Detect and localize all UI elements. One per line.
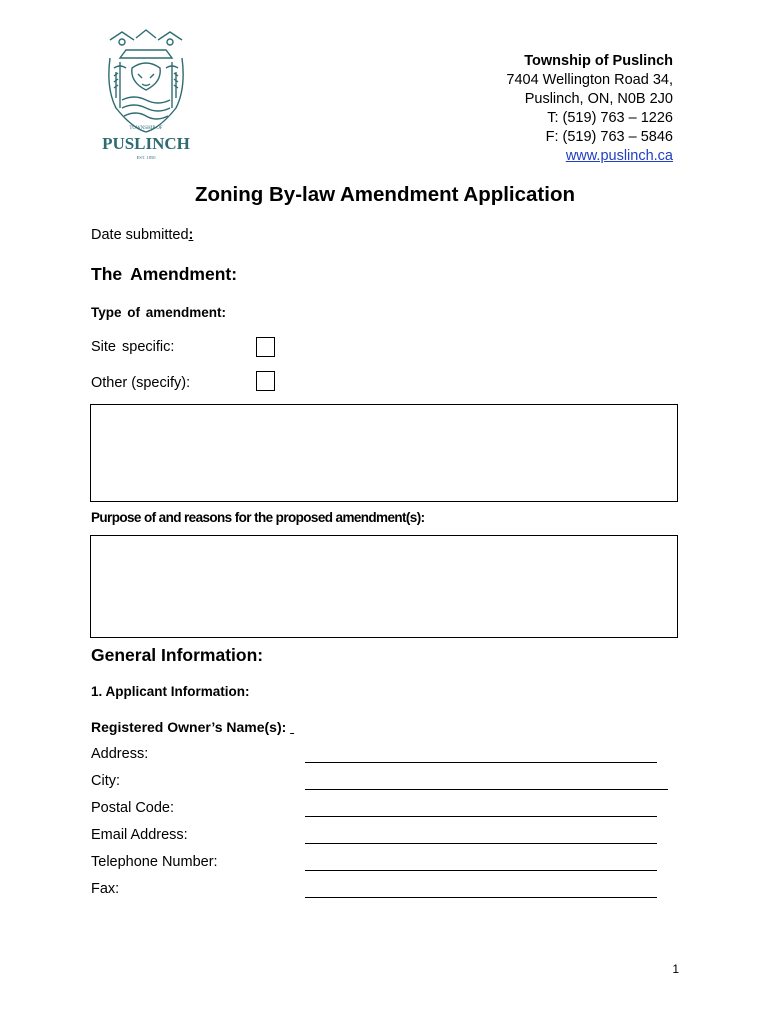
- amendment-heading: [91, 264, 237, 285]
- purpose-label: Purpose of and reasons for the proposed amendment(s):: [91, 510, 425, 525]
- postal-code-input-line[interactable]: [305, 816, 657, 817]
- email-label: Email Address:: [91, 827, 188, 843]
- registered-owner-label: Registered Owner’s Name(s):: [91, 719, 287, 735]
- telephone-label: Telephone Number:: [91, 854, 218, 870]
- date-submitted-label: Date submitted: [91, 227, 189, 243]
- general-information-heading: General Information:: [91, 645, 264, 665]
- township-logo: [92, 28, 200, 162]
- date-submitted-colon: :: [188, 227, 194, 243]
- city-postal: Puslinch, ON, N0B 2J0: [524, 91, 673, 107]
- address-input-line[interactable]: [305, 762, 657, 763]
- fax-input-line[interactable]: [305, 897, 657, 898]
- purpose-textbox[interactable]: [90, 535, 678, 638]
- township-address-block: [506, 52, 673, 166]
- logo-est: EST. 1850: [136, 155, 156, 160]
- email-input-line[interactable]: [305, 843, 657, 844]
- street-address: 7404 Wellington Road 34,: [506, 72, 673, 88]
- website-link[interactable]: www.puslinch.ca: [565, 148, 673, 164]
- form-title: Zoning By-law Amendment Application: [194, 183, 575, 206]
- fax-label: Fax:: [91, 881, 120, 897]
- site-specific-label: Site specific:: [91, 339, 175, 355]
- city-input-line[interactable]: [305, 789, 668, 790]
- telephone-input-line[interactable]: [305, 870, 657, 871]
- site-specific-checkbox[interactable]: [256, 337, 275, 357]
- date-submitted-field[interactable]: [91, 227, 193, 243]
- type-of-amendment-label: Type of amendment:: [91, 305, 227, 320]
- applicant-information-heading: 1. Applicant Information:: [91, 684, 250, 699]
- postal-code-label: Postal Code:: [91, 800, 175, 816]
- logo-name: PUSLINCH: [102, 134, 190, 153]
- page-number: 1: [672, 962, 679, 976]
- registered-owner-field[interactable]: [91, 719, 294, 735]
- address-label: Address:: [91, 746, 149, 762]
- other-specify-label: Other (specify):: [91, 375, 191, 391]
- city-label: City:: [91, 773, 120, 789]
- logo-small-text: TOWNSHIP OF: [129, 126, 163, 131]
- phone-number: T: (519) 763 – 1226: [547, 110, 673, 126]
- fax-number: F: (519) 763 – 5846: [545, 129, 673, 145]
- township-crest-icon: [92, 28, 200, 162]
- other-specify-checkbox[interactable]: [256, 371, 275, 391]
- amendment-heading-word-1: The: [91, 264, 123, 284]
- amendment-heading-word-2: Amendment:: [130, 264, 238, 284]
- other-specify-textbox[interactable]: [90, 404, 678, 502]
- organization-name: Township of Puslinch: [524, 53, 673, 69]
